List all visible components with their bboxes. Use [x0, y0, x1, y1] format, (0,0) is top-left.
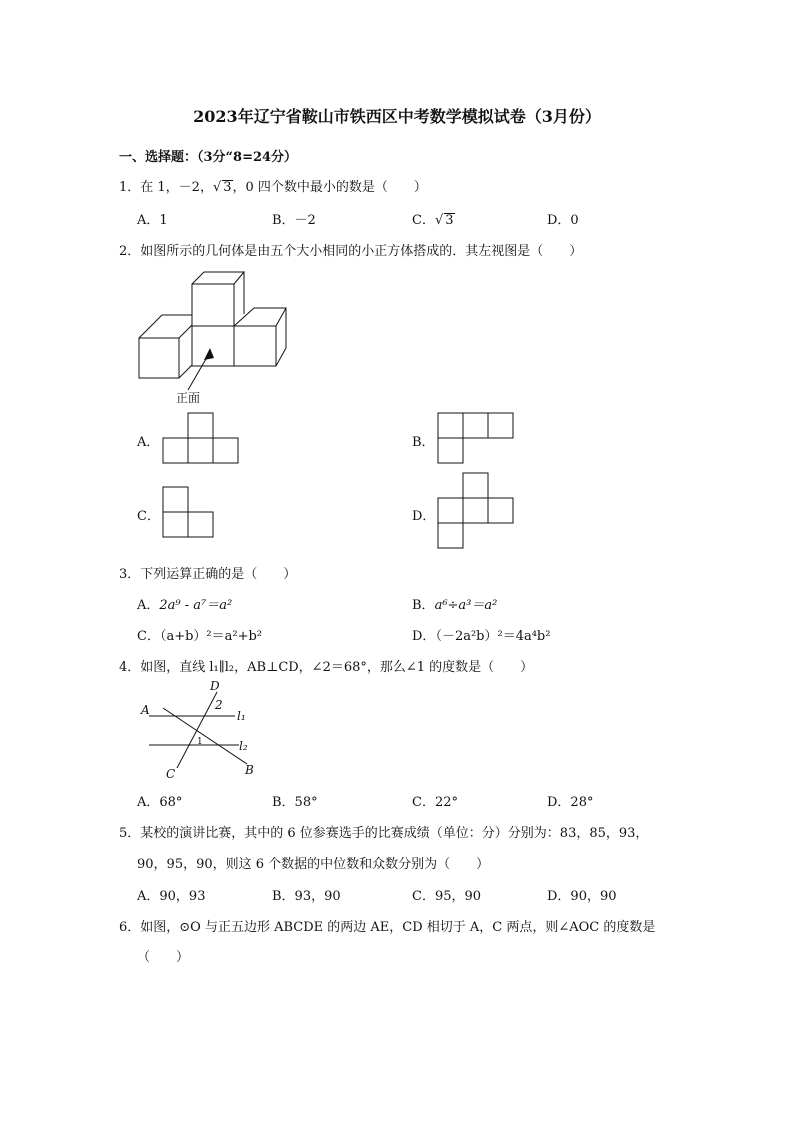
- section-heading: 一、选择题：（3分“8=24分）: [119, 150, 298, 165]
- q2-option-c-view: [162, 484, 218, 540]
- label-l1: l₁: [237, 709, 246, 723]
- question-6-stem-line1: 6．如图，⊙O 与正五边形 ABCDE 的两边 AE，CD 相切于 A，C 两点，则∠AOC 的度数是: [119, 920, 656, 935]
- cube-front-face: [139, 338, 179, 378]
- q5-option-b: B．93，90: [272, 889, 341, 904]
- question-5-stem-line1: 5．某校的演讲比赛，其中的 6 位参赛选手的比赛成绩（单位：分）分别为：83，85，93，: [119, 826, 649, 841]
- q4-option-b: B．58°: [272, 795, 318, 810]
- cube-solid-figure: [130, 270, 300, 410]
- q4-option-a: A．68°: [137, 795, 183, 810]
- cube-front-face: [234, 326, 276, 366]
- label-d: D: [210, 679, 220, 693]
- label-a: A: [141, 703, 150, 717]
- q2-option-b-view: [437, 410, 517, 466]
- page-title: 2023年辽宁省鞍山市铁西区中考数学模拟试卷（3月份）: [193, 107, 601, 126]
- sqrt-sign: √: [212, 180, 222, 195]
- sqrt-sign: √: [434, 213, 444, 228]
- question-4-stem: 4．如图，直线 l₁∥l₂，AB⊥CD，∠2＝68°，那么∠1 的度数是（ ）: [119, 660, 534, 675]
- q1-option-a: A．1: [137, 213, 168, 228]
- q2-option-d-label: D．: [412, 509, 436, 524]
- q4-option-d: D．28°: [547, 795, 594, 810]
- q5-option-c: C．95，90: [412, 889, 482, 904]
- q3-option-c: C．（a+b）²＝a²+b²: [137, 629, 263, 644]
- q5-option-d: D．90，90: [547, 889, 617, 904]
- q2-option-c-label: C．: [137, 509, 160, 524]
- cube-front-face: [192, 326, 234, 366]
- line-cd: [177, 692, 217, 768]
- q3-option-b: B．a⁶÷a³＝a²: [412, 598, 498, 613]
- q1-option-c: C．√ 3: [412, 213, 454, 228]
- q3-option-d: D．（－2a²b）²＝4a⁴b²: [412, 629, 551, 644]
- front-label: 正面: [176, 391, 201, 405]
- label-l2: l₂: [239, 739, 248, 753]
- cube-front-face: [192, 284, 234, 326]
- label-angle-2: 2: [215, 698, 223, 712]
- label-angle-1: 1: [197, 737, 203, 747]
- q1-option-b: B．－2: [272, 213, 316, 228]
- q5-option-a: A．90，93: [137, 889, 206, 904]
- question-3-stem: 3．下列运算正确的是（ ）: [119, 567, 297, 582]
- q1-option-d: D．0: [547, 213, 579, 228]
- label-b: B: [245, 763, 254, 777]
- q2-option-d-view: [437, 471, 517, 551]
- q4-option-c: C．22°: [412, 795, 458, 810]
- q2-option-b-label: B．: [412, 435, 435, 450]
- q2-option-a-label: A．: [137, 435, 160, 450]
- question-5-stem-line2: 90，95，90，则这 6 个数据的中位数和众数分别为（ ）: [137, 857, 490, 872]
- question-6-stem-line2: （ ）: [137, 950, 190, 965]
- question-2-stem: 2．如图所示的几何体是由五个大小相同的小正方体搭成的．其左视图是（ ）: [119, 244, 583, 259]
- q3-option-a: A．2a⁹ - a⁷＝a²: [137, 598, 233, 613]
- label-c: C: [166, 767, 176, 781]
- question-1-stem: 1．在 1，－2，√ 3，0 四个数中最小的数是（ ）: [119, 180, 427, 195]
- parallel-lines-figure: [135, 678, 270, 783]
- q2-option-a-view: [162, 410, 242, 466]
